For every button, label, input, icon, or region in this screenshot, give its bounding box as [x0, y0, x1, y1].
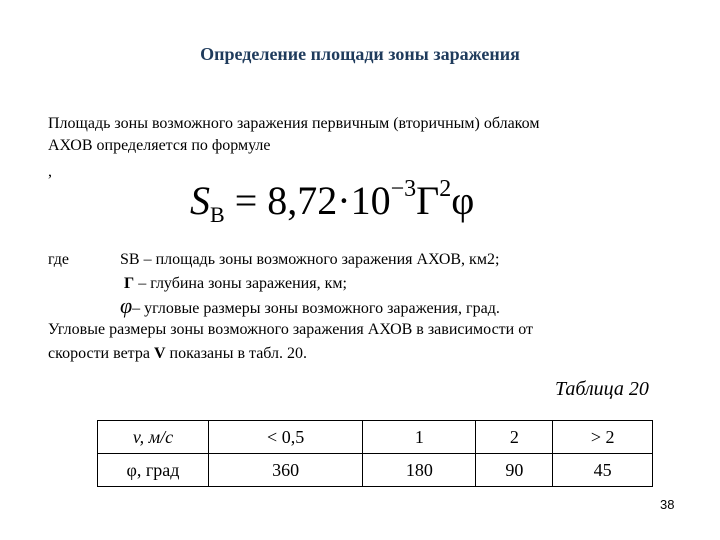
formula-exponent: −3	[390, 176, 417, 202]
table-cell: 1	[363, 421, 476, 454]
intro-line-2: АХОВ определяется по формуле	[48, 137, 271, 154]
formula-s-subscript: В	[210, 202, 225, 227]
formula-s-symbol: S	[190, 178, 210, 223]
definition-area	[120, 250, 499, 270]
definition-angle-text: – угловые размеры зоны возможного заражения, град.	[132, 300, 500, 317]
table-cell: 45	[553, 454, 653, 487]
page-number: 38	[660, 497, 675, 512]
definition-area-symbol: SВ	[120, 251, 140, 268]
outro-line-1: Угловые размеры зоны возможного заражения АХОВ в зависимости от	[48, 321, 534, 338]
formula-gamma: Г	[416, 178, 440, 223]
where-label: где	[48, 251, 70, 268]
definition-area-text: – площадь зоны возможного заражения АХОВ, км2;	[139, 251, 500, 268]
intro-line-1: Площадь зоны возможного заражения первичным (вторичным) облаком	[48, 115, 540, 132]
definition-depth-symbol: Г	[124, 275, 135, 292]
slide-title: Определение площади зоны заражения	[200, 44, 520, 64]
table-cell: v, м/с	[98, 421, 209, 454]
formula-coefficient: = 8,72·10	[224, 178, 391, 223]
table-cell: φ, град	[98, 454, 209, 487]
table-header-row	[98, 421, 653, 454]
formula-phi: φ	[451, 178, 475, 223]
wind-angle-table	[97, 420, 653, 487]
outro-line-2-prefix: скорости ветра	[48, 345, 154, 362]
definition-depth	[124, 274, 347, 294]
table-cell: < 0,5	[209, 421, 363, 454]
table-cell: 90	[476, 454, 553, 487]
formula-gamma-power: 2	[439, 176, 452, 202]
table-cell: > 2	[553, 421, 653, 454]
definition-angle-symbol: φ	[120, 293, 133, 318]
definition-depth-text: – глубина зоны заражения, км;	[134, 275, 347, 292]
table-cell: 2	[476, 421, 553, 454]
table-row	[98, 454, 653, 487]
outro-line-2-suffix: показаны в табл. 20.	[165, 345, 308, 362]
table-cell: 180	[363, 454, 476, 487]
definition-angle	[120, 293, 500, 319]
table-caption: Таблица 20	[555, 378, 649, 400]
comma-mark: ,	[48, 163, 52, 180]
outro-line-2	[48, 344, 307, 364]
table-cell: 360	[209, 454, 363, 487]
area-formula	[190, 176, 474, 232]
outro-line-2-bold: V	[153, 345, 166, 362]
